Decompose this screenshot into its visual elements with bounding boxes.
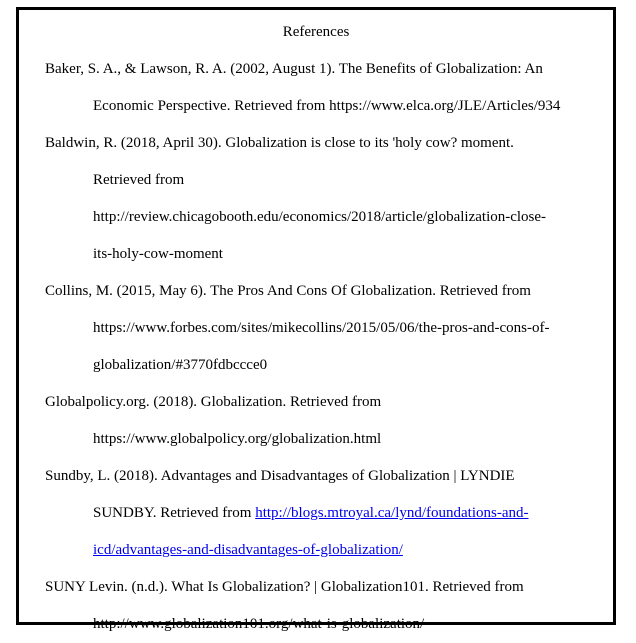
sundby-link[interactable]: http://blogs.mtroyal.ca/lynd/foundations-and- (255, 505, 529, 521)
reference-line: globalization/#3770fdbccce0 (93, 357, 268, 373)
reference-line: SUNY Levin. (n.d.). What Is Globalization? | Globalization101. Retrieved from (45, 579, 524, 595)
reference-list (45, 51, 605, 643)
reference-line: https://www.globalpolicy.org/globalization.html (93, 431, 382, 447)
reference-line: Economic Perspective. Retrieved from https://www.elca.org/JLE/Articles/934 (93, 98, 561, 114)
reference-line: Baldwin, R. (2018, April 30). Globalization is close to its 'holy cow? moment. (45, 135, 514, 151)
reference-line: http://www.globalization101.org/what-is-globalization/ (93, 616, 425, 632)
reference-line: Collins, M. (2015, May 6). The Pros And Cons Of Globalization. Retrieved from (45, 283, 531, 299)
reference-line (45, 532, 605, 569)
reference-entry-baldwin (45, 125, 605, 273)
reference-line (45, 495, 605, 532)
page-title: References (282, 24, 350, 40)
reference-entry-sundby (45, 458, 605, 569)
reference-line: Baker, S. A., & Lawson, R. A. (2002, August 1). The Benefits of Globalization: An (45, 61, 543, 77)
document-page (16, 7, 616, 632)
reference-text: SUNDBY. Retrieved from (93, 505, 256, 521)
reference-entry-globalpolicy (45, 384, 605, 458)
reference-entry-suny-levin (45, 569, 605, 643)
reference-line: Retrieved from (93, 172, 185, 188)
reference-line: https://www.forbes.com/sites/mikecollins/2015/05/06/the-pros-and-cons-of- (93, 320, 550, 336)
reference-line: http://review.chicagobooth.edu/economics/2018/article/globalization-close- (93, 209, 547, 225)
reference-line: Globalpolicy.org. (2018). Globalization. Retrieved from (45, 394, 382, 410)
reference-entry-collins (45, 273, 605, 384)
reference-entry-baker (45, 51, 605, 125)
reference-line: Sundby, L. (2018). Advantages and Disadvantages of Globalization | LYNDIE (45, 468, 515, 484)
sundby-link-continued[interactable]: icd/advantages-and-disadvantages-of-globalization/ (93, 542, 403, 558)
reference-line: its-holy-cow-moment (93, 246, 223, 262)
